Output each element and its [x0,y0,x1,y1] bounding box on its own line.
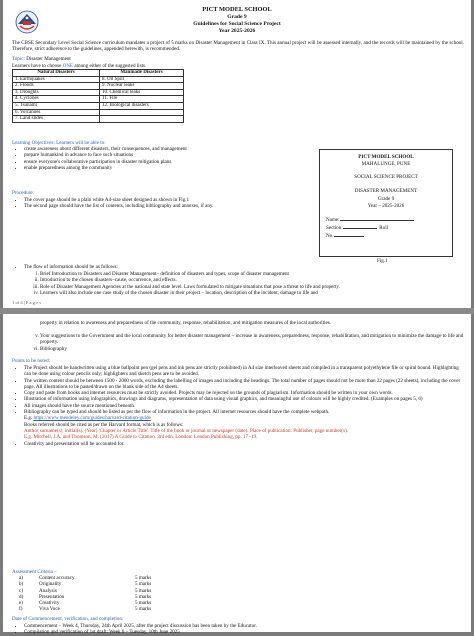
objective-item: • create awareness about different disasters, their consequences, and management [24,146,314,152]
cover-name-label: Name: [326,217,340,223]
cover-year: Year – 2025-2026 [367,203,405,209]
flow-item: ii. Introduction to the chosen disasters–cause, occurrence, and effects. [40,277,472,283]
flow-item: iii. Role of Disaster Management Agencies at the national and state level. Laws formulated to mitigate situations that pose a threat to life and property. [40,284,472,290]
choose-one: ONE [62,63,74,69]
cover-name-blank [340,220,414,221]
manmade-disaster-cell: 10. Chemical leaks [100,89,184,96]
manmade-disaster-cell: 11. Fire [100,96,184,103]
dates-heading: Date of Commencement, verification, and completion: [12,616,124,622]
page-footer: 1 of 4 | P a g e s [12,300,42,305]
assessment-table-body [17,575,177,613]
points-list [12,365,464,447]
assessment-name: Analysis [39,587,57,594]
date-item: • Commencement – Week 4, Thursday, 24th April 2025, after the project discussion has been taken by the Educator. [24,623,464,629]
choose-pre: Learners have to choose [12,63,63,69]
objective-item: • enable preparedness among the community [24,165,314,171]
topic-line [12,56,71,62]
figure-caption: Fig.1 [377,258,388,264]
table-row [13,83,184,90]
school-name: PICT MODEL SCHOOL [202,6,272,13]
natural-disaster-cell: 5. Tsunami [13,102,100,109]
assessment-name: Presentation [39,593,65,600]
assessment-letter: a) [19,575,23,581]
manmade-disaster-cell [100,109,184,116]
assessment-name: Content accuracy [39,575,75,581]
table-row [13,96,184,103]
assessment-letter: d) [19,593,24,600]
objective-item: • prepare humankind in advance to face such situations [24,152,314,158]
flow-item: v. Your suggestions to the Government and the local community for better disaster management – increase in awareness, preparedness, response, rehabilitation, and mitigation to minimize the damage to life and property. [40,333,472,346]
disasters-table-body [13,76,184,122]
flow-item: vi. Bibliography [40,346,472,352]
flow-intro-list [12,264,324,270]
cover-page-figure [319,149,453,257]
topic-value: Disaster Management [26,56,71,62]
header-natural: Natural Disasters [13,70,100,77]
cover-grade: Grade 9 [377,196,395,202]
cover-section-blank [343,228,377,229]
example-reference: E.g. Mitchell, J.A. and Thomson, M. (2017) A Guide to Citation. 3rd edn. London: London Publishing, pp. 17 -19. [24,434,258,441]
grade-heading: Grade 9 [227,14,247,20]
procedure-heading: Procedure: [12,190,35,196]
natural-disaster-cell: 1. Earthquakes [13,76,100,83]
table-row [13,102,184,109]
assessment-heading: Assessment Criteria – [12,569,57,575]
cover-name-line [326,217,414,223]
point-item: • Creativity and presentation will be accounted for. [24,441,464,447]
assessment-letter: e) [19,600,23,607]
table-row [13,76,184,83]
cover-no-label: No. [326,233,334,239]
bibliography-point: Bibliography can be typed and should be listed as per the flow of information in the project. All internet resources should have the complete webpath. [24,409,330,416]
point-item: • Copy and paste from books and internet resources must be strictly avoided. Projects may be rejected on the grounds of plagiarism. Information should be written in your own words. [24,390,464,396]
cover-topic: DISASTER MANAGEMENT [354,188,418,194]
natural-disaster-cell: 7. Land slides [13,116,100,123]
disasters-table [12,69,184,123]
manmade-disaster-cell [100,116,184,123]
flow-item: iv. Learners will also include one case study of the chosen disaster in their project – location, description of the incident, damage to life and [40,290,472,296]
assessment-name: Originality [39,581,62,588]
intro-paragraph: The CBSE Secondary Level Social Science curriculum mandates a project of 5 marks on Disaster Management in Class IX. This annual project will be assessed internally, and the records will be maintained by the school. Therefore, strict adherence to the guidelines, appended herewith, is recommended. [12,40,464,53]
table-row [13,116,184,123]
cover-section-label: Section: [326,225,343,231]
cover-project: SOCIAL SCIENCE PROJECT [354,174,418,180]
natural-disaster-cell: 4. Cyclones [13,96,100,103]
choose-post: among either of the suggested lists. [73,63,147,69]
table-row [13,109,184,116]
procedure-item: • The cover page should be a plain white A4-size sheet designed as shown in Fig.1 [24,197,324,203]
assessment-marks: 5 marks [135,606,152,613]
procedure-item: • The second page should have the list of contents, including bibliography and annexes, if any. [24,203,324,209]
eg-label: E.g. [24,415,34,422]
table-row [13,89,184,96]
assessment-table [17,575,177,613]
flow-intro: • The flow of information should be as follows: [24,264,324,270]
dates-list [12,623,464,636]
assessment-name: Viva Voce [39,606,60,613]
assessment-marks: 5 marks [135,581,152,588]
objective-item: • ensure everyone's collaborative participation in disaster mitigation plans [24,159,314,165]
date-item: • Compilation and verification of 1st draft: Week 6 – Tuesday, 10th June 2025 [24,629,464,635]
flow-list-continued [12,333,472,352]
objectives-list [12,146,314,171]
guidelines-title: Guidelines for Social Science Project [193,21,281,27]
assessment-marks: 5 marks [135,593,152,600]
procedure-list [12,197,324,210]
manmade-disaster-cell: 9. Nuclear leaks [100,83,184,90]
topic-label: Topic: [12,56,25,62]
citation-guide-link[interactable]: https://www.mendeley.com/guides/harvard-citation-guide [33,415,151,422]
cover-roll-label: Roll [379,225,389,231]
points-heading: Points to be noted: [12,358,51,364]
point-item: • All images should have the source mentioned beneath. [24,403,464,409]
books-line: Books referred should be cited as per the Harvard format, which is as follows: [24,421,184,428]
cover-section-line [326,225,388,231]
point-item: • The Project should be handwritten using a blue ballpoint pen (gel pens and ink pens are strictly prohibited) in A4 size interleaved sheets and compiled in a transparent polyethylene file or spiral bound. Highlighting can be done using colour pencils only; highlighters and sketch pens are to be avoided. [24,365,464,378]
year-heading: Year 2025-2026 [218,28,256,34]
case-study-continued: property in relation to awareness and preparedness of the community, response, rehabilitation, and mitigation measures of the local authorities. [40,320,332,326]
natural-disaster-cell: 3. Droughts [13,89,100,96]
assessment-marks: 5 marks [135,575,152,581]
assessment-letter: f) [19,606,23,613]
header-manmade: Manmade Disasters [100,70,184,77]
cover-no-line [326,233,364,239]
manmade-disaster-cell: 8. Oil Spill [100,76,184,83]
point-item [24,409,464,440]
assessment-letter: b) [19,581,24,588]
assessment-marks: 5 marks [135,587,152,594]
cover-no-blank [334,236,364,237]
assessment-marks: 5 marks [135,600,152,607]
point-item: • The written content should be between 1500 - 2000 words, excluding the labelling of images and including the headings. The total number of pages should not be more than 22 pages (22 sheets), including the cover page. All illustrations to be pasted/drawn on the blank side of the A4 sheets. [24,378,464,391]
assessment-row [17,606,177,612]
objectives-heading: Learning Objectives: Learners will be able to: [12,140,106,146]
author-format: Author surname(s), initial(s). (Year) 'Chapter or Article Title'. Title of the book or journal or newspaper (date). Place of publication: Publisher, page number(s). [24,427,348,434]
point-item: • Illustration of information using infographics, drawings and diagrams, representation of data using visual graphics, and meaningful use of colours will be highly credited. (Examples on pages 5, 6) [24,396,464,402]
cover-place: MAHALUNGE, PUNE [361,161,411,167]
flow-list [12,271,472,296]
document-page-1 [3,0,471,308]
manmade-disaster-cell: 12. Biological disasters [100,102,184,109]
natural-disaster-cell: 6. Volcanoes [13,109,100,116]
document-page-2 [3,314,471,636]
natural-disaster-cell: 2. Floods [13,83,100,90]
flow-item: i. Brief Introduction to Disasters and Disaster Management– definition of disasters and types, scope of disaster management [40,271,472,277]
cover-school: PICT MODEL SCHOOL [358,154,414,160]
assessment-letter: c) [19,587,23,594]
assessment-name: Creativity [39,600,60,607]
